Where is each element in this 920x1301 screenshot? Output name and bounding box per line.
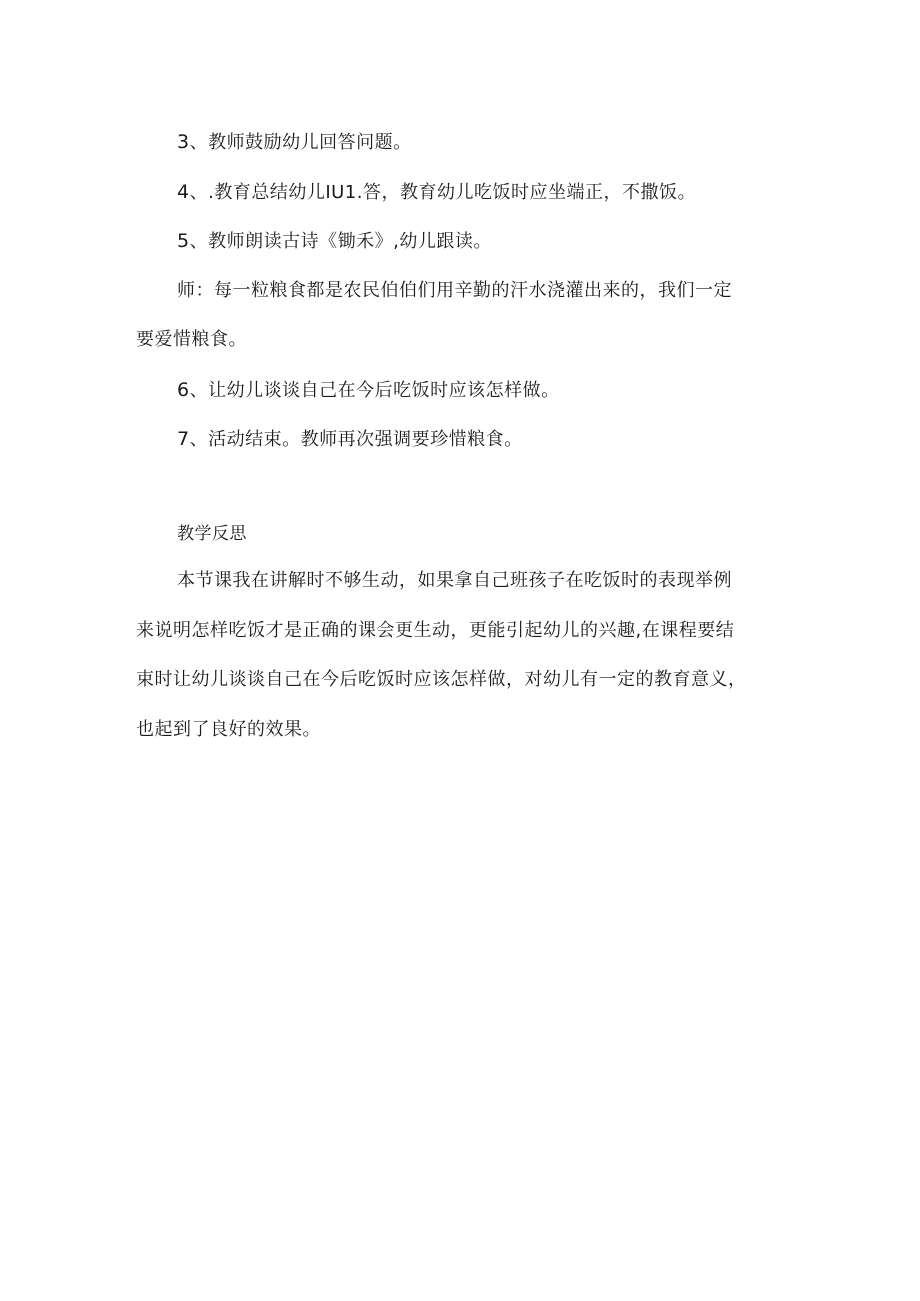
reflection-line: 来说明怎样吃饭才是正确的课会更生动，更能引起幼儿的兴趣,在课程要结 [136, 620, 735, 641]
step-3 [177, 130, 412, 155]
step-text: 、让幼儿谈谈自己在今后吃饭时应该怎样做。 [189, 380, 560, 401]
step-text: 、教师鼓励幼儿回答问题。 [189, 132, 412, 153]
step-text: 、.教育总结幼儿IU1.答，教育幼儿吃饭时应坐端正，不撒饭。 [189, 182, 696, 203]
step-6 [177, 378, 560, 403]
step-number: 3 [177, 131, 190, 153]
teacher-line-1: 师：每一粒粮食都是农民伯伯们用辛勤的汗水浇灌出来的，我们一定 [177, 280, 732, 301]
step-5 [177, 229, 492, 254]
teacher-line-2: 要爱惜粮食。 [136, 329, 247, 350]
step-text: 、活动结束。教师再次强调要珍惜粮食。 [189, 429, 523, 450]
step-number: 4 [177, 181, 190, 203]
step-4 [177, 180, 696, 205]
step-number: 5 [177, 230, 190, 252]
reflection-line: 也起到了良好的效果。 [136, 719, 321, 740]
step-7 [177, 427, 523, 452]
reflection-line: 束时让幼儿谈谈自己在今后吃饭时应该怎样做，对幼儿有一定的教育意义， [136, 669, 747, 690]
step-number: 7 [177, 428, 190, 450]
reflection-heading: 教学反思 [177, 524, 247, 544]
step-number: 6 [177, 379, 190, 401]
reflection-line: 本节课我在讲解时不够生动，如果拿自己班孩子在吃饭时的表现举例 [177, 570, 732, 591]
step-text: 、教师朗读古诗《锄禾》,幼儿跟读。 [189, 231, 492, 252]
